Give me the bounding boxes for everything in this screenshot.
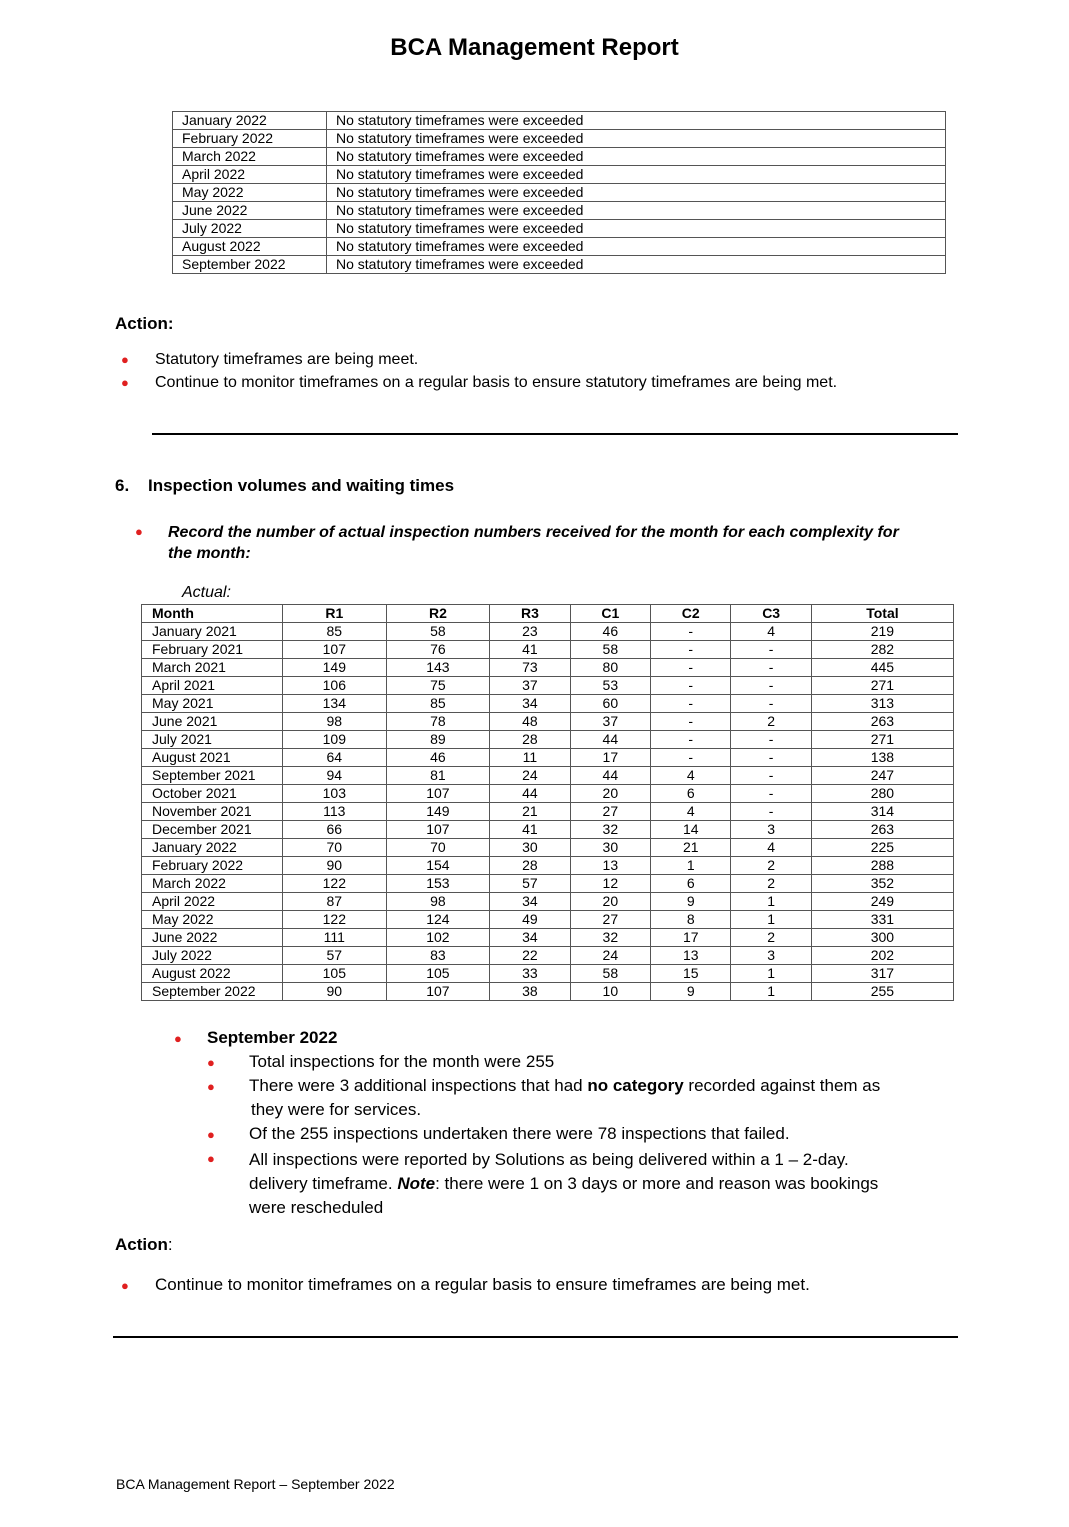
action-item-1: Statutory timeframes are being meet.: [155, 351, 419, 368]
value-cell: -: [731, 695, 811, 713]
table-row: [173, 220, 946, 238]
month-cell: January 2022: [142, 839, 283, 857]
value-cell: 107: [283, 641, 387, 659]
table-row: [142, 641, 954, 659]
month-cell: September 2021: [142, 767, 283, 785]
value-cell: 12: [570, 875, 650, 893]
table-row: [142, 785, 954, 803]
value-cell: 2: [731, 857, 811, 875]
value-cell: -: [651, 695, 731, 713]
value-cell: 23: [490, 623, 570, 641]
table-row: [173, 166, 946, 184]
month-cell: August 2021: [142, 749, 283, 767]
page-title: BCA Management Report: [390, 34, 679, 61]
value-cell: 106: [283, 677, 387, 695]
summary-item-1: Total inspections for the month were 255: [249, 1052, 555, 1071]
value-cell: 44: [570, 767, 650, 785]
value-cell: 255: [811, 983, 953, 1001]
value-cell: 153: [386, 875, 490, 893]
value-cell: 2: [731, 929, 811, 947]
value-cell: 314: [811, 803, 953, 821]
value-cell: 1: [731, 893, 811, 911]
value-cell: 94: [283, 767, 387, 785]
value-cell: 331: [811, 911, 953, 929]
month-cell: April 2022: [173, 166, 327, 184]
action-label-2: Action:: [115, 1235, 173, 1254]
value-cell: 85: [386, 695, 490, 713]
value-cell: 134: [283, 695, 387, 713]
value-cell: 58: [570, 965, 650, 983]
value-cell: 80: [570, 659, 650, 677]
table-row: [142, 695, 954, 713]
value-cell: 32: [570, 821, 650, 839]
value-cell: 122: [283, 875, 387, 893]
month-cell: January 2021: [142, 623, 283, 641]
month-cell: February 2022: [142, 857, 283, 875]
value-cell: 20: [570, 785, 650, 803]
value-cell: 90: [283, 983, 387, 1001]
actual-label: Actual:: [182, 584, 231, 601]
value-cell: 87: [283, 893, 387, 911]
value-cell: 124: [386, 911, 490, 929]
value-cell: 66: [283, 821, 387, 839]
month-cell: February 2021: [142, 641, 283, 659]
table-row: [173, 130, 946, 148]
value-cell: 57: [283, 947, 387, 965]
instruction-text: Record the number of actual inspection numbers received for the month for each complexity for the month:: [168, 524, 899, 562]
column-header: Month: [142, 605, 283, 623]
value-cell: -: [651, 677, 731, 695]
value-cell: 300: [811, 929, 953, 947]
month-cell: March 2022: [142, 875, 283, 893]
value-cell: 111: [283, 929, 387, 947]
bullet-icon: ●: [207, 1151, 215, 1166]
value-cell: -: [731, 803, 811, 821]
value-cell: 3: [731, 821, 811, 839]
value-cell: 10: [570, 983, 650, 1001]
value-cell: 1: [651, 857, 731, 875]
value-cell: 81: [386, 767, 490, 785]
value-cell: 41: [490, 821, 570, 839]
table-row: [142, 911, 954, 929]
month-cell: November 2021: [142, 803, 283, 821]
value-cell: 58: [386, 623, 490, 641]
value-cell: 263: [811, 713, 953, 731]
value-cell: 154: [386, 857, 490, 875]
column-header: R1: [283, 605, 387, 623]
value-cell: 122: [283, 911, 387, 929]
month-cell: December 2021: [142, 821, 283, 839]
value-cell: 247: [811, 767, 953, 785]
table-row: [173, 148, 946, 166]
value-cell: 107: [386, 821, 490, 839]
value-cell: 44: [490, 785, 570, 803]
value-cell: 352: [811, 875, 953, 893]
value-cell: 13: [651, 947, 731, 965]
value-cell: 98: [386, 893, 490, 911]
summary-item-4: All inspections were reported by Solutions as being delivered within a 1 – 2-day. delivery timeframe. Note: there were 1 on 3 days or more and reason was bookings were rescheduled: [249, 1150, 879, 1217]
value-cell: 4: [731, 623, 811, 641]
month-cell: February 2022: [173, 130, 327, 148]
month-cell: September 2022: [173, 256, 327, 274]
bullet-icon: ●: [207, 1079, 215, 1094]
action-item-3: Continue to monitor timeframes on a regular basis to ensure timeframes are being met.: [155, 1275, 810, 1294]
value-cell: 70: [386, 839, 490, 857]
value-cell: 46: [570, 623, 650, 641]
value-cell: 4: [731, 839, 811, 857]
month-cell: April 2021: [142, 677, 283, 695]
value-cell: 64: [283, 749, 387, 767]
value-cell: 202: [811, 947, 953, 965]
value-cell: 34: [490, 893, 570, 911]
column-header: C1: [570, 605, 650, 623]
value-cell: -: [651, 623, 731, 641]
table-row: [173, 112, 946, 130]
value-cell: 271: [811, 731, 953, 749]
value-cell: 75: [386, 677, 490, 695]
value-cell: 24: [490, 767, 570, 785]
value-cell: -: [731, 731, 811, 749]
section-number: 6.: [115, 476, 130, 495]
section-heading: Inspection volumes and waiting times: [148, 476, 455, 495]
value-cell: 41: [490, 641, 570, 659]
value-cell: 263: [811, 821, 953, 839]
value-cell: 17: [651, 929, 731, 947]
value-cell: 89: [386, 731, 490, 749]
bullet-icon: ●: [207, 1127, 215, 1142]
table-row: [173, 256, 946, 274]
column-header: C2: [651, 605, 731, 623]
value-cell: 107: [386, 983, 490, 1001]
action-item-2: Continue to monitor timeframes on a regular basis to ensure statutory timeframes are being met.: [155, 374, 838, 391]
value-cell: 21: [651, 839, 731, 857]
value-cell: 53: [570, 677, 650, 695]
value-cell: 30: [490, 839, 570, 857]
table-row: [142, 767, 954, 785]
bullet-icon: ●: [135, 524, 143, 539]
status-cell: No statutory timeframes were exceeded: [327, 184, 946, 202]
value-cell: 76: [386, 641, 490, 659]
status-cell: No statutory timeframes were exceeded: [327, 202, 946, 220]
value-cell: 282: [811, 641, 953, 659]
table-row: [142, 659, 954, 677]
value-cell: 105: [386, 965, 490, 983]
value-cell: 34: [490, 695, 570, 713]
status-cell: No statutory timeframes were exceeded: [327, 130, 946, 148]
value-cell: 249: [811, 893, 953, 911]
value-cell: 46: [386, 749, 490, 767]
month-cell: October 2021: [142, 785, 283, 803]
value-cell: 103: [283, 785, 387, 803]
value-cell: 30: [570, 839, 650, 857]
value-cell: 57: [490, 875, 570, 893]
value-cell: 105: [283, 965, 387, 983]
value-cell: -: [651, 641, 731, 659]
table-row: [173, 202, 946, 220]
month-cell: March 2022: [173, 148, 327, 166]
value-cell: 48: [490, 713, 570, 731]
value-cell: 149: [386, 803, 490, 821]
bullet-icon: ●: [207, 1055, 215, 1070]
summary-item-3: Of the 255 inspections undertaken there were 78 inspections that failed.: [249, 1124, 790, 1143]
value-cell: 2: [731, 875, 811, 893]
value-cell: 49: [490, 911, 570, 929]
value-cell: 70: [283, 839, 387, 857]
month-cell: May 2022: [142, 911, 283, 929]
value-cell: 27: [570, 803, 650, 821]
value-cell: 28: [490, 857, 570, 875]
month-cell: September 2022: [142, 983, 283, 1001]
value-cell: 143: [386, 659, 490, 677]
value-cell: 102: [386, 929, 490, 947]
table-row: [142, 731, 954, 749]
value-cell: 73: [490, 659, 570, 677]
value-cell: 22: [490, 947, 570, 965]
value-cell: 28: [490, 731, 570, 749]
value-cell: -: [651, 731, 731, 749]
value-cell: 6: [651, 875, 731, 893]
summary-item-2: There were 3 additional inspections that had no category recorded against them as: [249, 1076, 881, 1095]
status-cell: No statutory timeframes were exceeded: [327, 256, 946, 274]
table-row: [142, 857, 954, 875]
value-cell: 9: [651, 893, 731, 911]
bullet-icon: ●: [174, 1031, 182, 1046]
action-label: Action:: [115, 314, 174, 333]
month-cell: May 2022: [173, 184, 327, 202]
table-row: [142, 839, 954, 857]
month-cell: March 2021: [142, 659, 283, 677]
value-cell: 44: [570, 731, 650, 749]
table-row: [142, 875, 954, 893]
value-cell: 1: [731, 965, 811, 983]
value-cell: 1: [731, 983, 811, 1001]
table-row: [142, 749, 954, 767]
section-divider: [113, 1336, 958, 1338]
value-cell: 11: [490, 749, 570, 767]
value-cell: 17: [570, 749, 650, 767]
value-cell: 33: [490, 965, 570, 983]
value-cell: -: [731, 659, 811, 677]
value-cell: 445: [811, 659, 953, 677]
column-header: C3: [731, 605, 811, 623]
status-cell: No statutory timeframes were exceeded: [327, 166, 946, 184]
value-cell: 90: [283, 857, 387, 875]
value-cell: 34: [490, 929, 570, 947]
table-row: [142, 803, 954, 821]
table-row: [142, 623, 954, 641]
table-row: [173, 238, 946, 256]
value-cell: 113: [283, 803, 387, 821]
bullet-icon: ●: [121, 352, 129, 367]
value-cell: 219: [811, 623, 953, 641]
value-cell: 13: [570, 857, 650, 875]
value-cell: 15: [651, 965, 731, 983]
value-cell: -: [731, 749, 811, 767]
value-cell: 60: [570, 695, 650, 713]
value-cell: 271: [811, 677, 953, 695]
value-cell: 1: [731, 911, 811, 929]
month-cell: June 2022: [142, 929, 283, 947]
value-cell: 8: [651, 911, 731, 929]
month-cell: July 2022: [142, 947, 283, 965]
section-divider: [152, 433, 958, 435]
month-cell: July 2022: [173, 220, 327, 238]
value-cell: 38: [490, 983, 570, 1001]
value-cell: -: [731, 767, 811, 785]
column-header: R2: [386, 605, 490, 623]
value-cell: 313: [811, 695, 953, 713]
value-cell: 32: [570, 929, 650, 947]
table-row: [142, 929, 954, 947]
value-cell: 83: [386, 947, 490, 965]
month-cell: May 2021: [142, 695, 283, 713]
value-cell: 149: [283, 659, 387, 677]
value-cell: 109: [283, 731, 387, 749]
value-cell: 14: [651, 821, 731, 839]
value-cell: 58: [570, 641, 650, 659]
value-cell: 4: [651, 767, 731, 785]
value-cell: 24: [570, 947, 650, 965]
value-cell: 20: [570, 893, 650, 911]
table-row: [142, 983, 954, 1001]
table-row: [142, 677, 954, 695]
month-cell: June 2021: [142, 713, 283, 731]
value-cell: -: [731, 677, 811, 695]
value-cell: 37: [570, 713, 650, 731]
value-cell: -: [651, 713, 731, 731]
table-row: [142, 713, 954, 731]
value-cell: 317: [811, 965, 953, 983]
value-cell: 27: [570, 911, 650, 929]
table-row: [142, 965, 954, 983]
value-cell: 3: [731, 947, 811, 965]
value-cell: 78: [386, 713, 490, 731]
value-cell: -: [651, 659, 731, 677]
value-cell: 85: [283, 623, 387, 641]
value-cell: 98: [283, 713, 387, 731]
table-row: [142, 821, 954, 839]
month-cell: August 2022: [142, 965, 283, 983]
page-footer: BCA Management Report – September 2022: [116, 1476, 395, 1492]
status-cell: No statutory timeframes were exceeded: [327, 148, 946, 166]
value-cell: 280: [811, 785, 953, 803]
value-cell: 21: [490, 803, 570, 821]
value-cell: 6: [651, 785, 731, 803]
month-cell: June 2022: [173, 202, 327, 220]
month-cell: July 2021: [142, 731, 283, 749]
value-cell: 4: [651, 803, 731, 821]
table-row: [142, 893, 954, 911]
value-cell: 225: [811, 839, 953, 857]
value-cell: -: [731, 641, 811, 659]
value-cell: 107: [386, 785, 490, 803]
bullet-icon: ●: [121, 375, 129, 390]
status-cell: No statutory timeframes were exceeded: [327, 238, 946, 256]
month-cell: January 2022: [173, 112, 327, 130]
column-header: Total: [811, 605, 953, 623]
month-cell: April 2022: [142, 893, 283, 911]
timeframes-table: [172, 111, 946, 274]
month-cell: August 2022: [173, 238, 327, 256]
column-header: R3: [490, 605, 570, 623]
value-cell: -: [731, 785, 811, 803]
value-cell: 2: [731, 713, 811, 731]
status-cell: No statutory timeframes were exceeded: [327, 112, 946, 130]
table-row: [142, 947, 954, 965]
bullet-icon: ●: [121, 1278, 129, 1293]
value-cell: 138: [811, 749, 953, 767]
value-cell: 9: [651, 983, 731, 1001]
summary-heading: September 2022: [207, 1028, 338, 1047]
value-cell: 37: [490, 677, 570, 695]
value-cell: 288: [811, 857, 953, 875]
summary-item-2-continued: they were for services.: [251, 1100, 422, 1119]
inspection-volumes-table: [141, 604, 954, 1001]
table-row: [173, 184, 946, 202]
value-cell: -: [651, 749, 731, 767]
status-cell: No statutory timeframes were exceeded: [327, 220, 946, 238]
